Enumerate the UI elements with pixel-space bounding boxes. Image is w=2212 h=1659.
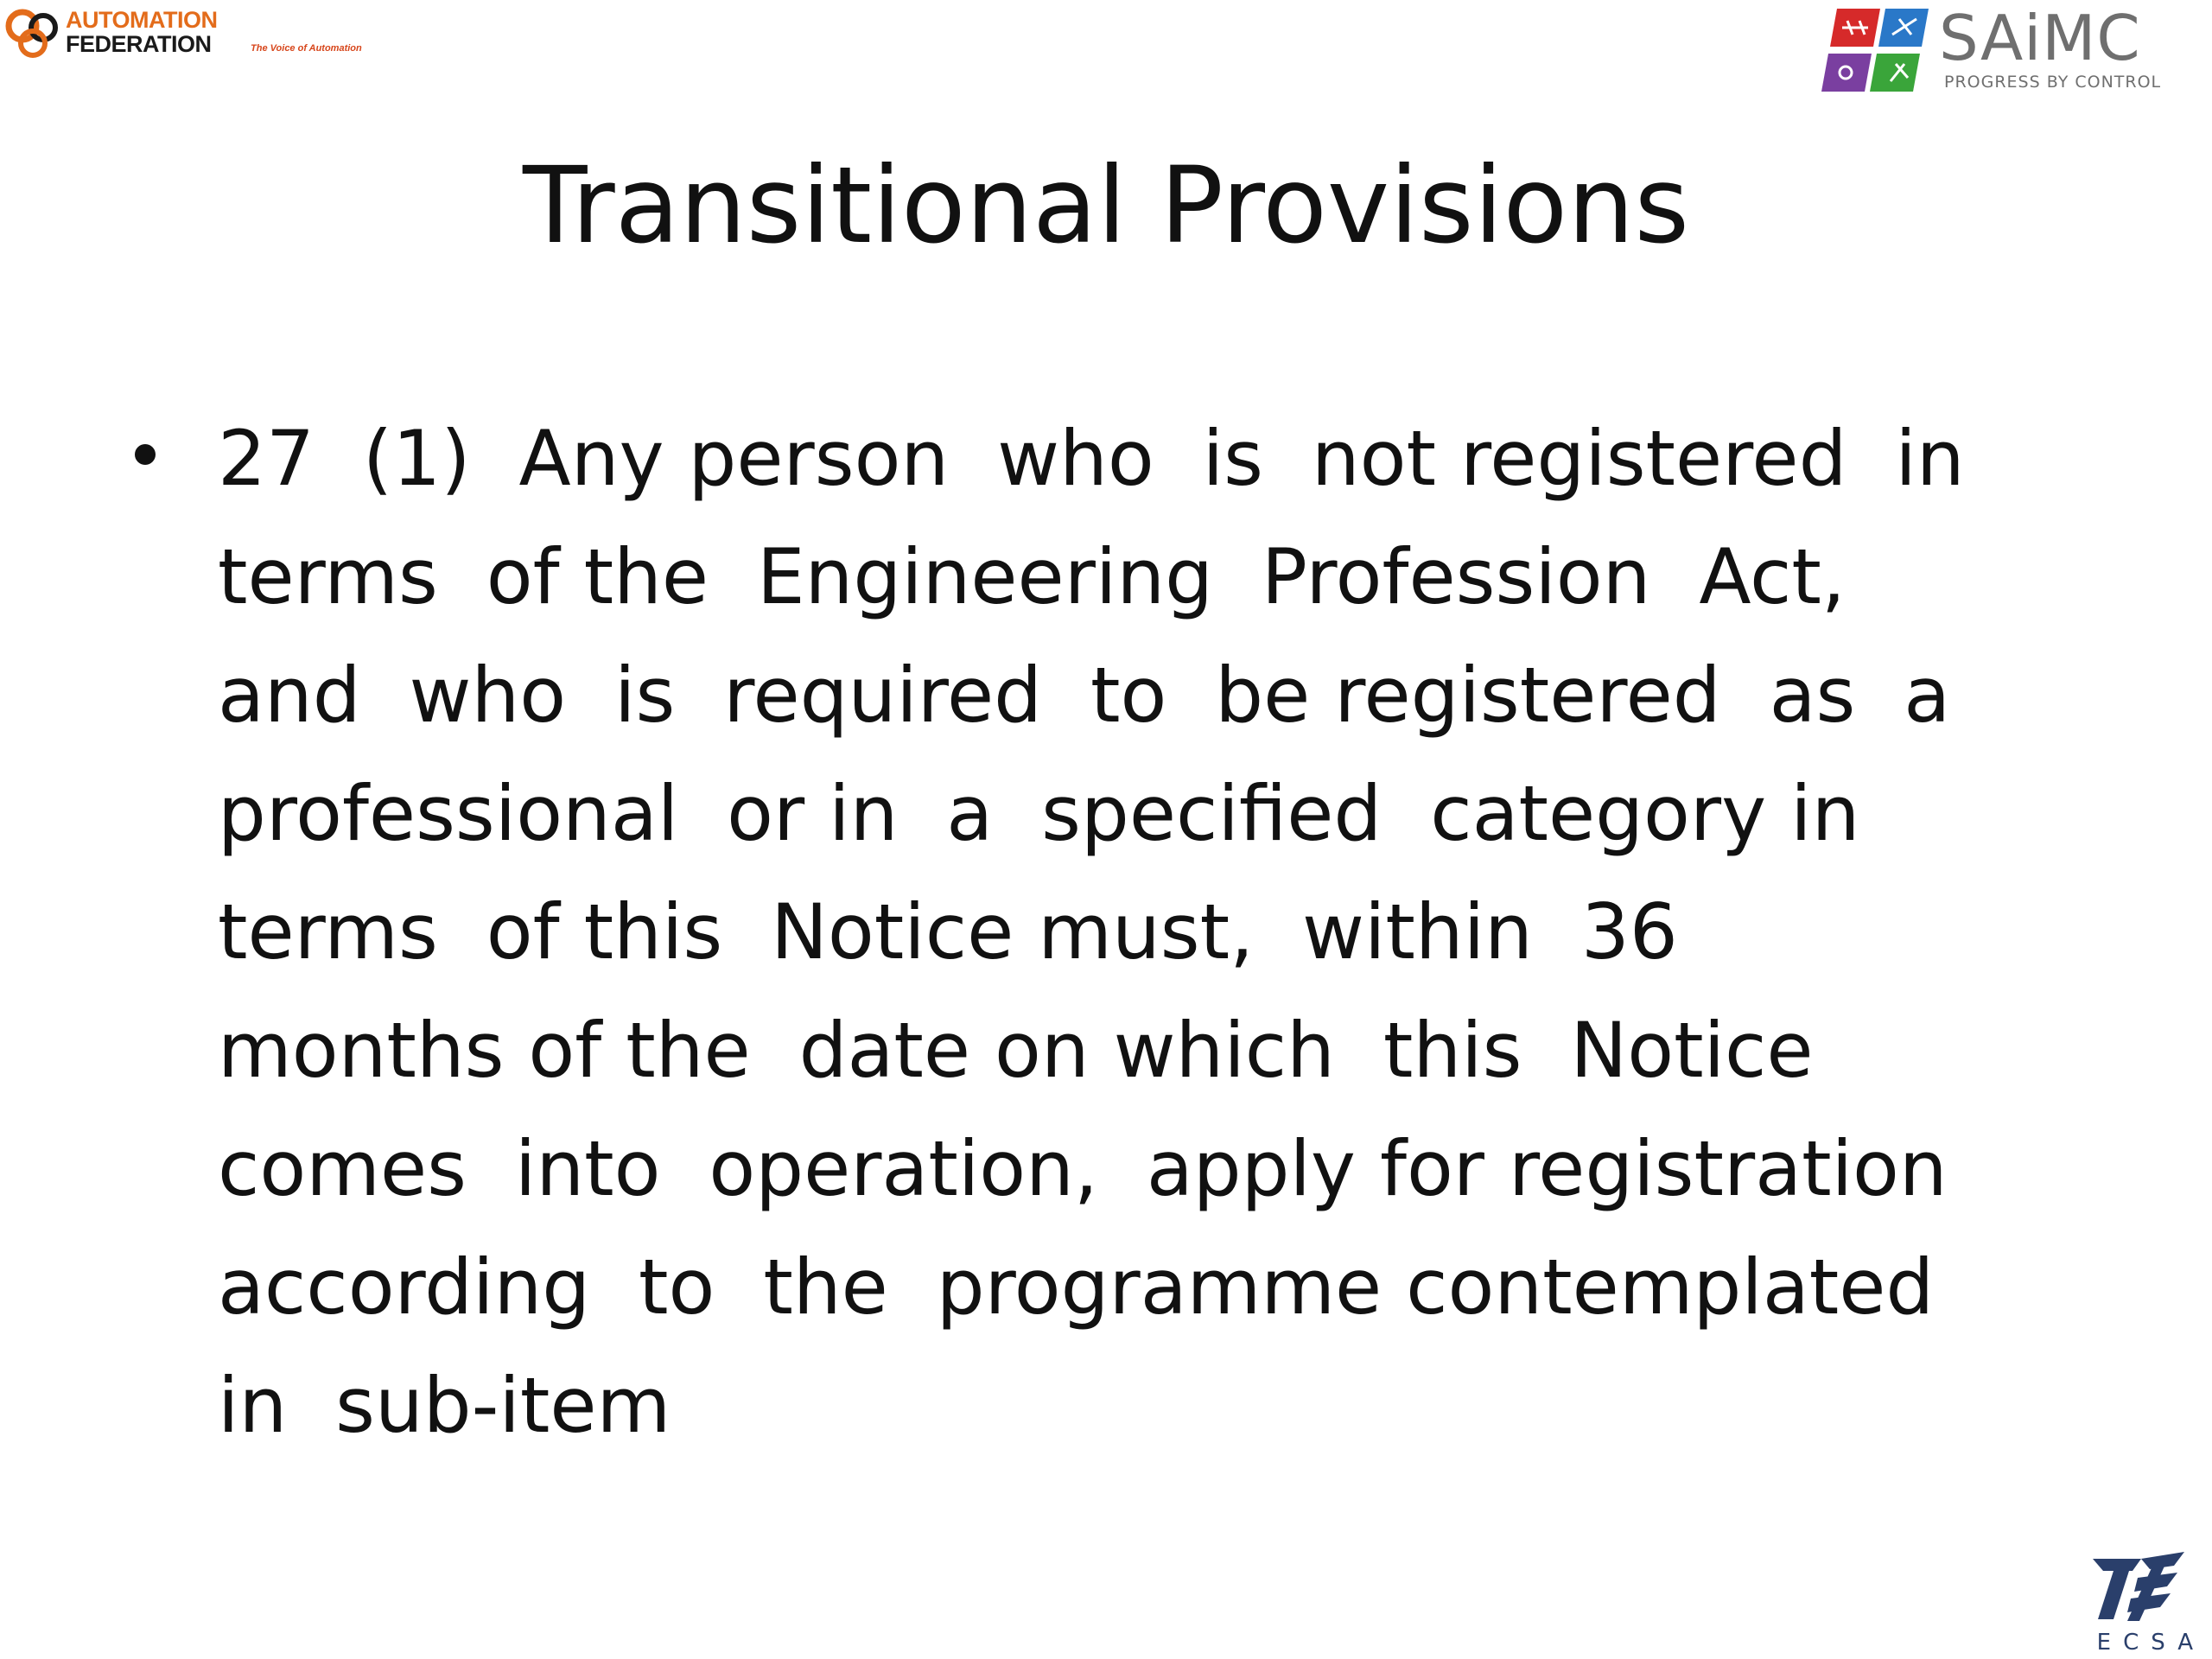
automation-federation-logo-icon (3, 7, 66, 60)
saimc-logo (1821, 2, 2212, 93)
ecsa-logo-icon (2088, 1552, 2190, 1626)
logo-text-line1: AUTOMATION (66, 7, 218, 33)
bullet-icon (135, 444, 156, 465)
bullet-text-line: in sub-item (218, 1361, 671, 1450)
bullet-text-line: comes into operation, apply for registration (218, 1124, 1948, 1213)
bullet-text-line: terms of the Engineering Profession Act, (218, 532, 1846, 621)
saimc-wordmark: SAiMC (1939, 2, 2141, 74)
logo-tagline: The Voice of Automation (251, 43, 362, 54)
automation-federation-logo (3, 2, 384, 66)
slide-title: Transitional Provisions (522, 144, 1690, 267)
ecsa-text: ECSA (2096, 1630, 2205, 1656)
bullet-text-line: professional or in a specified category in (218, 769, 1860, 858)
bullet-text-line: according to the programme contemplated (218, 1243, 1935, 1332)
saimc-logo-icon (1821, 9, 1932, 92)
ecsa-logo (2067, 1552, 2205, 1656)
bullet-text-line: and who is required to be registered as a (218, 651, 1951, 740)
bullet-item (130, 399, 2056, 1465)
bullet-list (130, 399, 2056, 1465)
bullet-text-line: months of the date on which this Notice (218, 1006, 1814, 1095)
bullet-text-line: terms of this Notice must, within 36 (218, 887, 1678, 976)
bullet-text-line: 27 (1) Any person who is not registered in (218, 414, 1965, 503)
saimc-tagline: PROGRESS BY CONTROL (1944, 73, 2162, 92)
logo-text-line2: FEDERATION (66, 31, 212, 57)
